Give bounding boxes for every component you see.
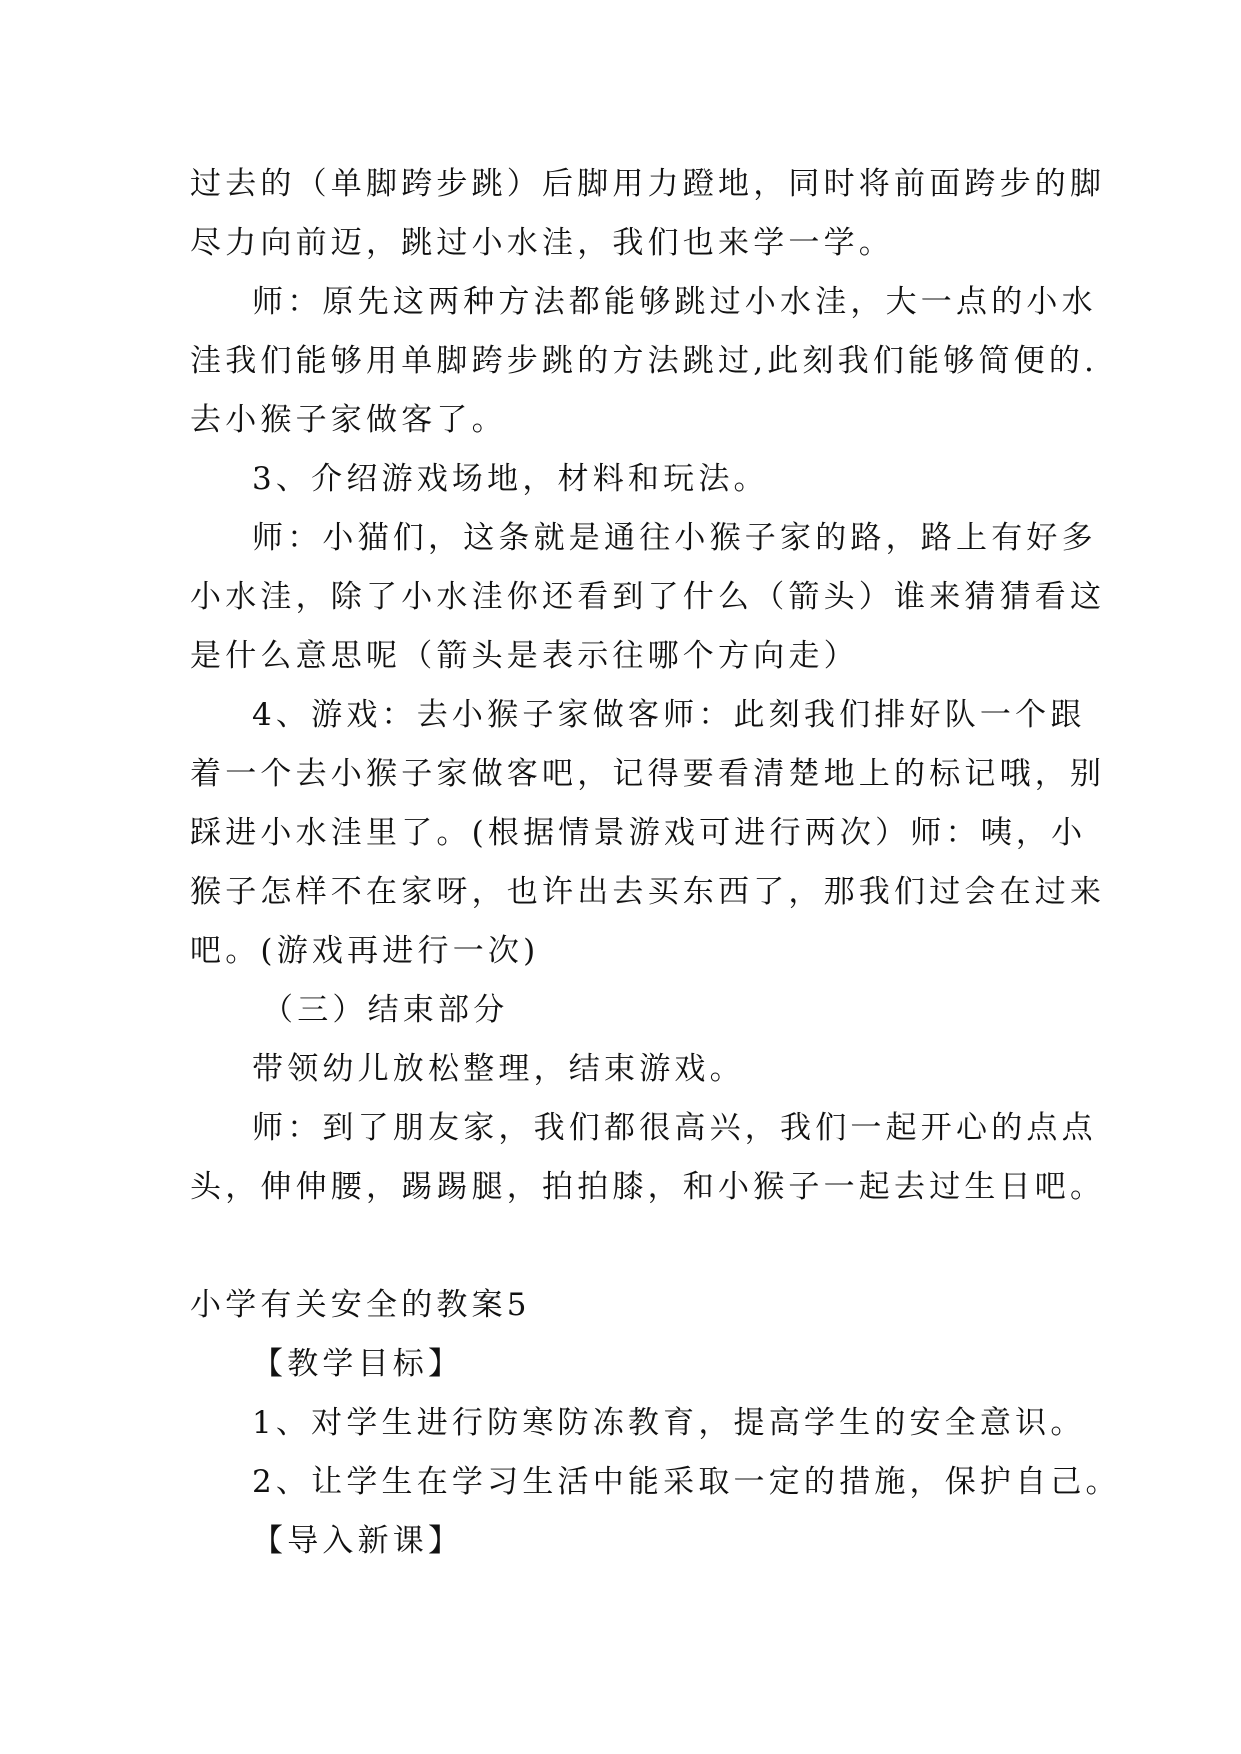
text-line: 3、介绍游戏场地，材料和玩法。	[252, 461, 769, 497]
document-title	[190, 1276, 1070, 1335]
text-line: 尽力向前迈，跳过小水洼，我们也来学一学。	[190, 225, 894, 261]
text-line: 师：原先这两种方法都能够跳过小水洼，大一点的小水	[252, 284, 1097, 320]
paragraph	[190, 273, 1099, 450]
text-line: 1、对学生进行防寒防冻教育，提高学生的安全意识。	[252, 1405, 1086, 1441]
text-line: 【导入新课】	[252, 1523, 464, 1559]
text-line: 带领幼儿放松整理，结束游戏。	[252, 1051, 745, 1087]
text-line: 洼我们能够用单脚跨步跳的方法跳过,此刻我们能够简便的.	[190, 343, 1099, 379]
text-line: 去小猴子家做客了。	[190, 402, 507, 438]
text-line: 【教学目标】	[252, 1346, 464, 1382]
text-line: 2、让学生在学习生活中能采取一定的措施，保护自己。	[252, 1464, 1121, 1500]
text-line: 小水洼，除了小水洼你还看到了什么（箭头）谁来猜猜看这	[190, 579, 1106, 615]
section-heading	[190, 1512, 1070, 1571]
section-heading	[190, 1335, 1070, 1394]
section-heading	[190, 981, 1070, 1040]
paragraph	[190, 155, 1106, 273]
text-line: 师：小猫们，这条就是通往小猴子家的路，路上有好多	[252, 520, 1097, 556]
text-line: 吧。(游戏再进行一次)	[190, 933, 540, 969]
text-line: 头，伸伸腰，踢踢腿，拍拍膝，和小猴子一起去过生日吧。	[190, 1169, 1106, 1205]
text-line: （三）结束部分	[262, 992, 509, 1028]
paragraph	[190, 1040, 1070, 1099]
document-body	[190, 155, 1121, 1571]
text-line: 4、游戏：去小猴子家做客师：此刻我们排好队一个跟	[252, 697, 1086, 733]
paragraph	[190, 450, 1070, 509]
paragraph	[190, 1394, 1086, 1453]
text-line: 过去的（单脚跨步跳）后脚用力蹬地，同时将前面跨步的脚	[190, 166, 1106, 202]
text-line: 师：到了朋友家，我们都很高兴，我们一起开心的点点	[252, 1110, 1097, 1146]
text-line: 着一个去小猴子家做客吧，记得要看清楚地上的标记哦，别	[190, 756, 1106, 792]
text-line: 踩进小水洼里了。(根据情景游戏可进行两次）师：咦，小	[190, 815, 1087, 851]
paragraph	[190, 1099, 1106, 1217]
text-line: 猴子怎样不在家呀，也许出去买东西了，那我们过会在过来	[190, 874, 1106, 910]
blank-line	[190, 1217, 1070, 1276]
paragraph	[190, 686, 1106, 981]
text-line: 小学有关安全的教案5	[190, 1287, 531, 1323]
text-line: 是什么意思呢（箭头是表示往哪个方向走）	[190, 638, 859, 674]
paragraph	[190, 1453, 1121, 1512]
paragraph	[190, 509, 1106, 686]
